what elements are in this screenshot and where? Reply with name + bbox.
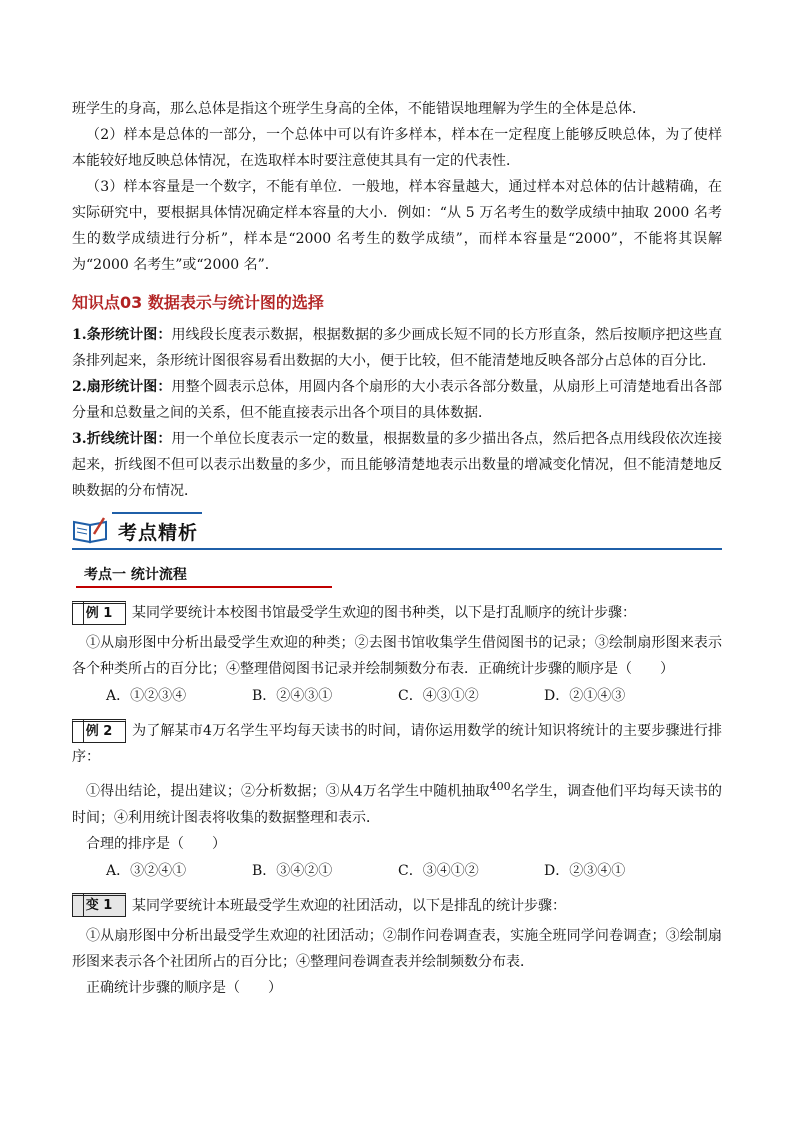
section-title: 考点精析	[118, 522, 199, 544]
example-2-steps: ①得出结论，提出建议；②分析数据；③从4万名学生中随机抽取$^{400}$名学生，调查他们平均每天读书的时间；④利用统计图表将收集的数据整理和表示．	[72, 780, 723, 826]
section-header	[72, 512, 722, 550]
header-decoration	[112, 512, 202, 514]
example-stem: 某同学要统计本校图书馆最受学生欢迎的图书种类，以下是打乱顺序的统计步骤：	[132, 605, 636, 621]
example-tag-label: 例 2	[85, 724, 113, 739]
topic-heading	[72, 562, 722, 592]
topic-title: 考点一 统计流程	[84, 567, 187, 583]
book-pen-icon	[72, 514, 110, 544]
variant-tag	[72, 893, 126, 917]
section-divider	[72, 548, 722, 550]
definition-term: 3.折线统计图：	[72, 431, 172, 447]
intro-paragraph-2: （3）样本容量是一个数字，不能有单位．一般地，样本容量越大，通过样本对总体的估计越精确，在实际研究中，要根据具体情况确定样本容量的大小．例如：“从 5 万名考生的数学成绩中抽取 2000 名考生的数学成绩进行分析”，样本是“2000 名考生的数学成绩”，而样本容量是“2000”，不能将其误解为“2000 名考生”或“2000 名”．	[72, 179, 722, 273]
option-b: B．③④②①	[252, 862, 333, 879]
variant-1	[72, 893, 722, 919]
example-2	[72, 718, 722, 770]
definition-text: 用整个圆表示总体，用圆内各个扇形的大小表示各部分数量，从扇形上可清楚地看出各部分量和总数量之间的关系，但不能直接表示出各个项目的具体数据．	[72, 379, 722, 421]
definition-term: 1.条形统计图：	[72, 327, 172, 343]
example-2-options	[106, 857, 722, 885]
page-content	[72, 96, 722, 1001]
option-d: D．②①④③	[544, 688, 626, 704]
option-a: A．①②③④	[106, 688, 187, 704]
intro-paragraph-0: 班学生的身高，那么总体是指这个班学生身高的全体，不能错误地理解为学生的全体是总体．	[72, 101, 646, 117]
tag-bar	[73, 893, 84, 917]
definition-bar-chart	[72, 322, 722, 374]
option-d: D．②③④①	[544, 862, 626, 879]
variant-1-steps: ①从扇形图中分析出最受学生欢迎的社团活动；②制作问卷调查表，实施全班同学问卷调查；③绘制扇形图来表示各个社团所占的百分比；④整理问卷调查表并绘制频数分布表．	[72, 927, 722, 970]
example-1	[72, 600, 722, 626]
option-b: B．②④③①	[252, 688, 333, 704]
definition-text: 用线段长度表示数据，根据数据的多少画成长短不同的长方形直条，然后按顺序把这些直条排列起来，条形统计图很容易看出数据的大小，便于比较，但不能清楚地反映各部分占总体的百分比．	[72, 327, 722, 369]
variant-stem: 某同学要统计本班最受学生欢迎的社团活动，以下是排乱的统计步骤：	[132, 897, 566, 914]
example-1-steps: ①从扇形图中分析出最受学生欢迎的种类；②去图书馆收集学生借阅图书的记录；③绘制扇形图来表示各个种类所占的百分比；④整理借阅图书记录并绘制频数分布表．正确统计步骤的顺序是（ ）	[72, 635, 722, 677]
intro-paragraph-1: （2）样本是总体的一部分，一个总体中可以有许多样本，样本在一定程度上能够反映总体，为了使样本能较好地反映总体情况，在选取样本时要注意使其具有一定的代表性．	[72, 127, 722, 169]
tag-bar	[73, 719, 84, 743]
example-2-stem: 例 2 为了解某市4万名学生平均每天读书的时间，请你运用数学的统计知识将统计的主要步骤进行排序：	[72, 718, 722, 770]
option-a: A．③②④①	[106, 862, 187, 879]
option-c: C．④③①②	[398, 688, 479, 704]
topic-underline	[76, 586, 332, 588]
variant-1-question: 正确统计步骤的顺序是（ ）	[86, 979, 282, 996]
variant-tag-label: 变 1	[85, 898, 113, 914]
tag-bar	[73, 601, 84, 625]
definition-pie-chart	[72, 374, 722, 426]
example-tag	[72, 719, 126, 743]
example-1-options	[106, 682, 722, 710]
definition-term: 2.扇形统计图：	[72, 379, 172, 395]
example-2-question: 合理的排序是（ ）	[86, 835, 226, 852]
definition-text: 用一个单位长度表示一定的数量，根据数量的多少描出各点，然后把各点用线段依次连接起来，折线图不但可以表示出数量的多少，而且能够清楚地表示出数量的增减变化情况，但不能清楚地反映数据的分布情况．	[72, 431, 722, 499]
example-tag-label: 例 1	[85, 605, 113, 621]
definition-line-chart	[72, 426, 722, 504]
option-c: C．③④①②	[398, 862, 479, 879]
knowledge-point-heading: 知识点03 数据表示与统计图的选择	[72, 293, 324, 312]
example-tag	[72, 601, 126, 625]
